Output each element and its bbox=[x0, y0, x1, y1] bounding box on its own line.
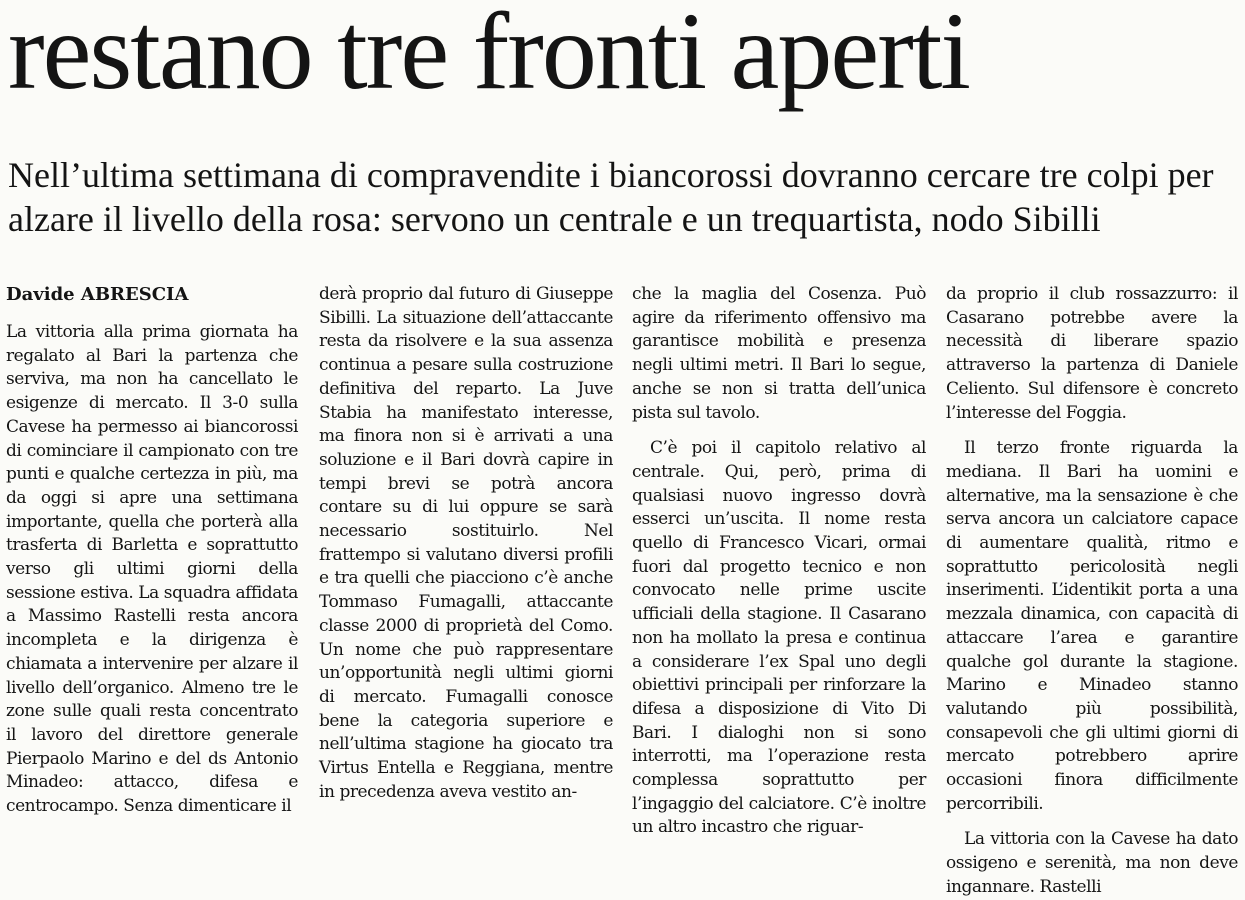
article-column-1 bbox=[6, 283, 298, 826]
article-column-2 bbox=[319, 283, 613, 826]
article-column-4 bbox=[946, 283, 1238, 897]
paragraph: Il terzo fronte riguarda la mediana. Il Bari ha uomini e alternative, ma la sensazione è che serva ancora un calciatore capace di aumentare qualità, ritmo e soprattutto pericolosità negli inserimenti. L’identikit porta a una mezzala dinamica, con capacità di attaccare l’area e garantire qualche gol durante la stagione. Marino e Minadeo stanno valutando più possibilità, consapevoli che gli ultimi giorni di mercato potrebbero aprire occasioni finora difficilmente percorribili. bbox=[946, 438, 1238, 814]
paragraph: da proprio il club rossazzurro: il Casarano potrebbe avere la necessità di liberare spazio attraverso la partenza di Daniele Celiento. Sul difensore è concreto l’interesse del Foggia. bbox=[946, 284, 1238, 423]
paragraph: La vittoria con la Cavese ha dato ossigeno e serenità, ma non deve ingannare. Rastelli bbox=[946, 829, 1238, 897]
paragraph: C’è poi il capitolo relativo al centrale. Qui, però, prima di qualsiasi nuovo ingresso dovrà esserci un’uscita. Il nome resta quello di Francesco Vicari, ormai fuori dal progetto tecnico e non convocato nelle prime uscite ufficiali della stagione. Il Casarano non ha mollato la presa e continua a considerare l’ex Spal uno degli obiettivi principali per rinforzare la difesa a disposizione di Vito Di Bari. I dialoghi non si sono interrotti, ma l’operazione resta complessa soprattutto per l’ingaggio del calciatore. C’è inoltre un altro incastro che riguar- bbox=[632, 438, 926, 838]
headline: restano tre fronti aperti bbox=[8, 0, 969, 112]
paragraph: che la maglia del Cosenza. Può agire da riferimento offensivo ma garantisce mobilità e presenza negli ultimi metri. Il Bari lo segue, anche se non si tratta dell’unica pista sul tavolo. bbox=[632, 284, 926, 423]
paragraph: derà proprio dal futuro di Giuseppe Sibilli. La situazione dell’attaccante resta da risolvere e la sua assenza continua a pesare sulla costruzione definitiva del reparto. La Juve Stabia ha manifestato interesse, ma finora non si è arrivati a una soluzione e il Bari dovrà capire in tempi brevi se potrà ancora contare su di lui oppure se sarà necessario sostituirlo. Nel frattempo si valutano diversi profili e tra quelli che piacciono c’è anche Tommaso Fumagalli, attaccante classe 2000 di proprietà del Como. Un nome che può rappresentare un’opportunità negli ultimi giorni di mercato. Fumagalli conosce bene la categoria superiore e nell’ultima stagione ha giocato tra Virtus Entella e Reggiana, mentre in precedenza aveva vestito an- bbox=[319, 284, 613, 802]
subheadline: Nell’ultima settimana di compravendite i biancorossi dovranno cercare tre colpi per alzare il livello della rosa: servono un centrale e un trequartista, nodo Sibilli bbox=[8, 155, 1214, 239]
paragraph: La vittoria alla prima giornata ha regalato al Bari la partenza che serviva, ma non ha cancellato le esigenze di mercato. Il 3-0 sulla Cavese ha permesso ai biancorossi di cominciare il campionato con tre punti e qualche certezza in più, ma da oggi si apre una settimana importante, quella che porterà alla trasferta di Barletta e soprattutto verso gli ultimi giorni della sessione estiva. La squadra affidata a Massimo Rastelli resta ancora incompleta e la dirigenza è chiamata a intervenire per alzare il livello dell’organico. Almeno tre le zone sulle quali resta concentrato il lavoro del direttore generale Pierpaolo Marino e del ds Antonio Minadeo: attacco, difesa e centrocampo. Senza dimenticare il bbox=[6, 322, 298, 817]
byline: Davide ABRESCIA bbox=[6, 284, 189, 305]
article-column-3 bbox=[632, 283, 926, 838]
